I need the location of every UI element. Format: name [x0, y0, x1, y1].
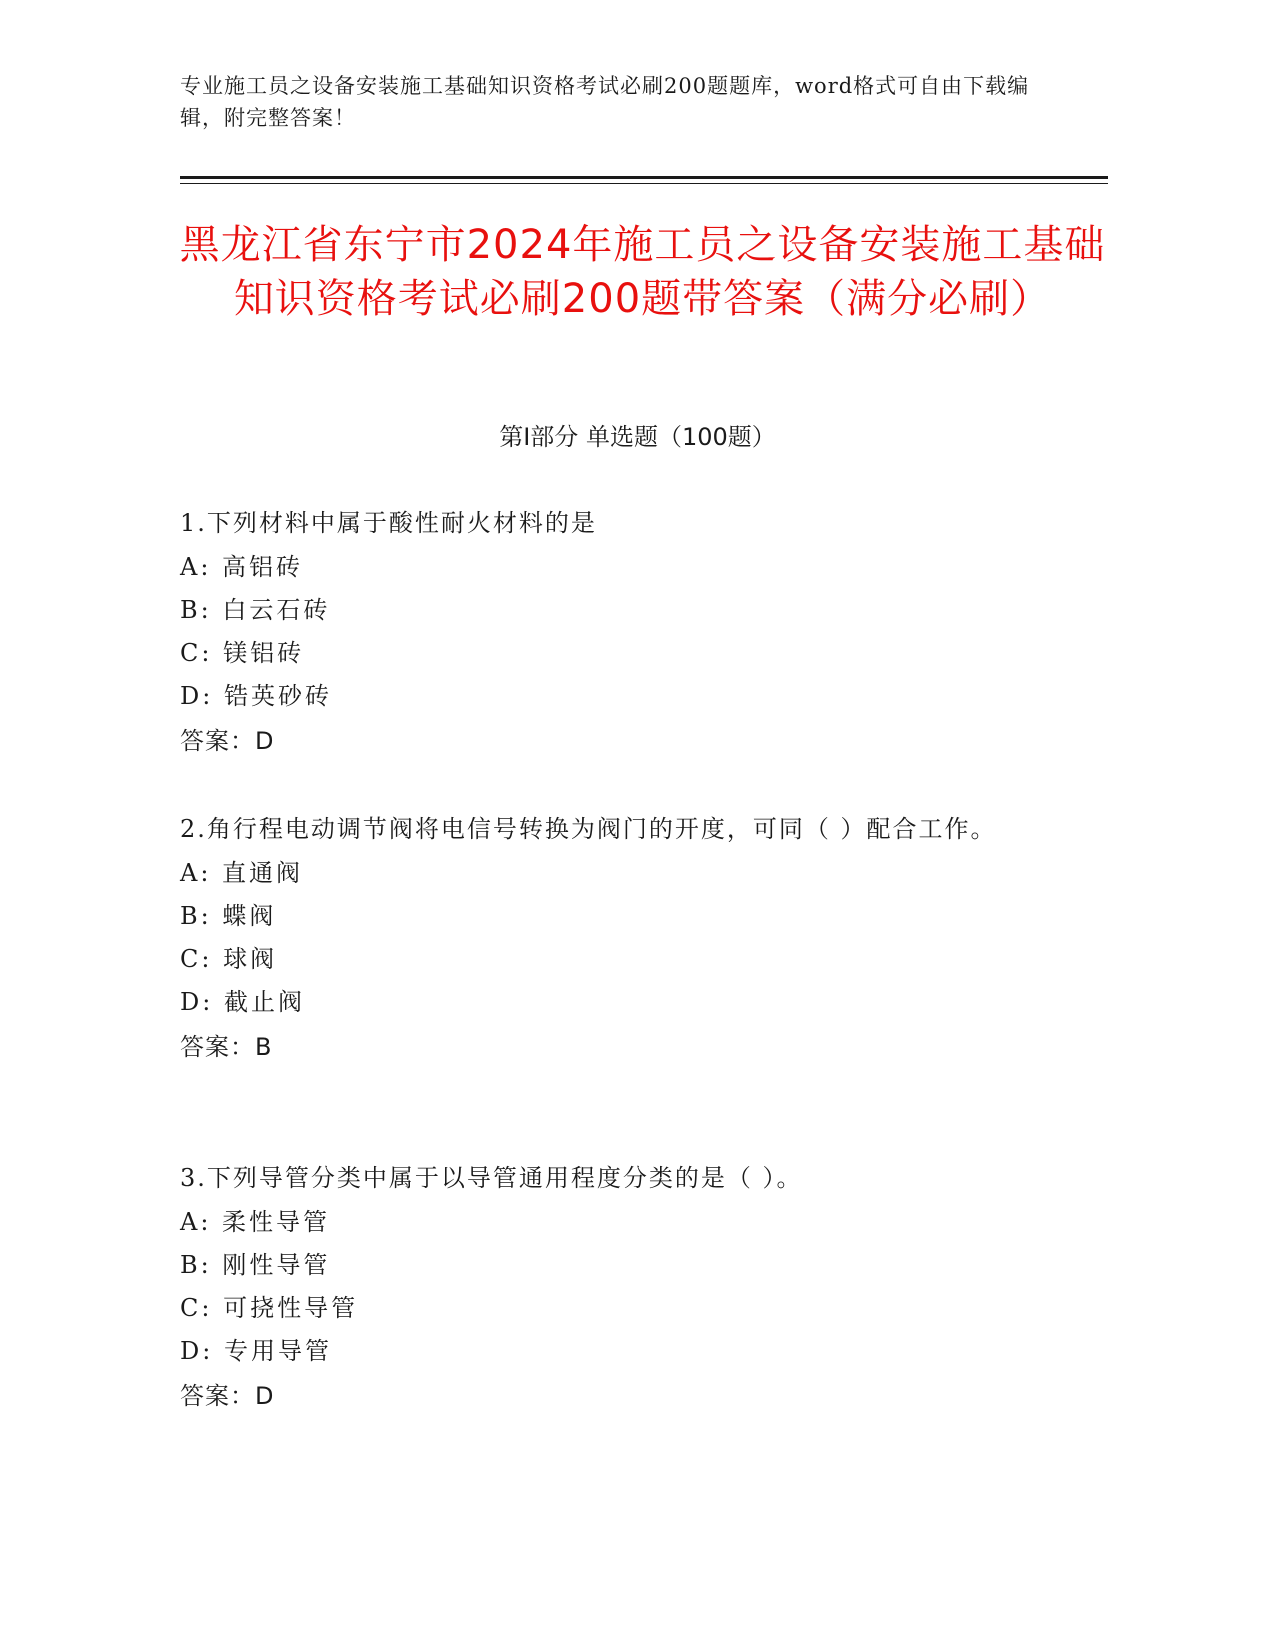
header-divider-thick — [180, 176, 1108, 179]
option-c: C: 镁铝砖 — [180, 639, 305, 667]
option-d: D: 截止阀 — [180, 988, 305, 1016]
option-b: B: 蝶阀 — [180, 902, 277, 930]
header-divider-thin — [180, 183, 1108, 184]
question-stem: 2.角行程电动调节阀将电信号转换为阀门的开度，可同（ ）配合工作。 — [180, 815, 997, 843]
answer-line: 答案：B — [180, 1033, 273, 1061]
option-a: A: 直通阀 — [180, 859, 304, 887]
question-block — [180, 1155, 1060, 1419]
question-stem: 3.下列导管分类中属于以导管通用程度分类的是（ ）。 — [180, 1164, 803, 1192]
option-d: D: 专用导管 — [180, 1337, 332, 1365]
option-a: A: 高铝砖 — [180, 553, 304, 581]
answer-line: 答案：D — [180, 1382, 275, 1410]
option-c: C: 球阀 — [180, 945, 278, 973]
option-a: A: 柔性导管 — [180, 1208, 331, 1236]
question-stem: 1.下列材料中属于酸性耐火材料的是 — [180, 509, 597, 537]
section-heading: 第I部分 单选题（100题） — [499, 423, 776, 451]
option-c: C: 可挠性导管 — [180, 1294, 359, 1322]
option-b: B: 白云石砖 — [180, 596, 331, 624]
option-b: B: 刚性导管 — [180, 1251, 331, 1279]
option-d: D: 锆英砂砖 — [180, 682, 332, 710]
header-note: 专业施工员之设备安装施工基础知识资格考试必刷200题题库，word格式可自由下载编辑，附完整答案！ — [180, 74, 1030, 130]
question-block — [180, 806, 1060, 1070]
question-block — [180, 500, 1060, 764]
document-title: 黑龙江省东宁市2024年施工员之设备安装施工基础知识资格考试必刷200题带答案（满分必刷） — [179, 222, 1106, 322]
answer-line: 答案：D — [180, 727, 275, 755]
